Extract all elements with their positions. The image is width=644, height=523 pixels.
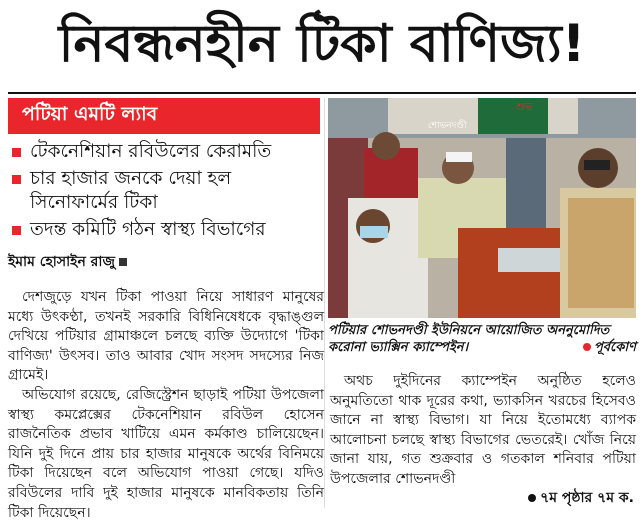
photo-banner-text: শুভ: [516, 102, 533, 113]
bullet-square-icon: [12, 175, 21, 184]
highlight-text: তদন্ত কমিটি গঠন স্বাস্থ্য বিভাগের: [30, 219, 266, 240]
article-paragraph: দেশজুড়ে যখন টিকা পাওয়া নিয়ে সাধারণ মানুষের মধ্যে উৎকণ্ঠা, তখনই সরকারি বিধিনিষেধকে বৃদ্ধাঙ্গুল দেখিয়ে পটিয়ার গ্রামাঞ্চলে চলছে ব্যক্তি উদ্যোগে 'টিকা বাণিজ্য' উৎসব। তাও আবার খোদ সংসদ সদস্যের নিজ গ্রামেই।: [8, 289, 324, 384]
credit-dot-icon: [583, 343, 591, 351]
column-divider: [324, 98, 325, 508]
article-body-right: [330, 372, 636, 490]
bullet-square-icon: [12, 148, 21, 157]
top-rule: [8, 92, 636, 94]
highlight-text: চার হাজার জনকে দেয়া হল সিনোফার্মের টিকা: [30, 168, 232, 213]
bullet-square-icon: [12, 226, 21, 235]
highlight-text: টেকনেশিয়ান রবিউলের কেরামতি: [30, 141, 272, 162]
caption-text: পটিয়ার শোভনদণ্ডী ইউনিয়নে আয়োজিত অননুমোদিত করোনা ভ্যাক্সিন ক্যাম্পেইন।: [328, 323, 610, 355]
byline-author: ইমাম হোসাইন রাজু: [8, 254, 115, 270]
continued-note: [528, 486, 634, 510]
headline: নিবন্ধনহীন টিকা বাণিজ্য!: [58, 13, 586, 74]
photo-banner-text-2: শোভনদণ্ডী: [428, 121, 467, 131]
highlight-item: [8, 140, 322, 164]
kicker-banner: পটিয়া এমটি ল্যাব: [8, 98, 320, 134]
vaccination-scene-image: [328, 98, 636, 318]
photo-credit: [583, 339, 636, 356]
continued-dot-icon: [528, 494, 536, 502]
article-paragraph: অভিযোগ রয়েছে, রেজিস্ট্রেশন ছাড়াই পটিয়া উপজেলা স্বাস্থ্য কমপ্লেক্সের টেকনেশিয়ান রবিউল হোসেন রাজনৈতিক প্রভাব খাটিয়ে এমন কর্মকাণ্ড চালিয়েছেন। যিনি দুই দিনে প্রায় চার হাজার মানুষকে অর্থের বিনিময়ে টিকা দিয়েছেন বলে অভিযোগ পাওয়া গেছে। যদিও রবিউলের দাবি দুই হাজার মানুষকে মানবিকতায় তিনি টিকা দিয়েছেন।: [8, 386, 324, 521]
article-body-left: [8, 288, 324, 523]
highlight-item: [8, 218, 322, 242]
highlights-list: [8, 140, 322, 245]
byline-square-icon: [119, 258, 127, 266]
byline: [8, 250, 127, 274]
continued-text: ৭ম পৃষ্ঠার ৭ম ক.: [540, 490, 634, 506]
highlight-item: [8, 167, 322, 215]
credit-text: পূর্বকোণ: [593, 340, 636, 355]
photo-caption: [328, 322, 636, 356]
article-paragraph: অথচ দুইদিনের ক্যাম্পেইন অনুষ্ঠিত হলেও অনুমতিতো থাক দূরের কথা, ভ্যাকসিন খরচের হিসেবও জানে না স্বাস্থ্য বিভাগ। যা নিয়ে ইতোমধ্যে ব্যাপক আলোচনা চলছে স্বাস্থ্য বিভাগের ভেতরেই। খোঁজ নিয়ে জানা যায়, গত শুক্রবার ও গতকাল শনিবার পটিয়া উপজেলার শোভনদণ্ডী: [330, 373, 636, 487]
news-photo: [328, 98, 636, 318]
